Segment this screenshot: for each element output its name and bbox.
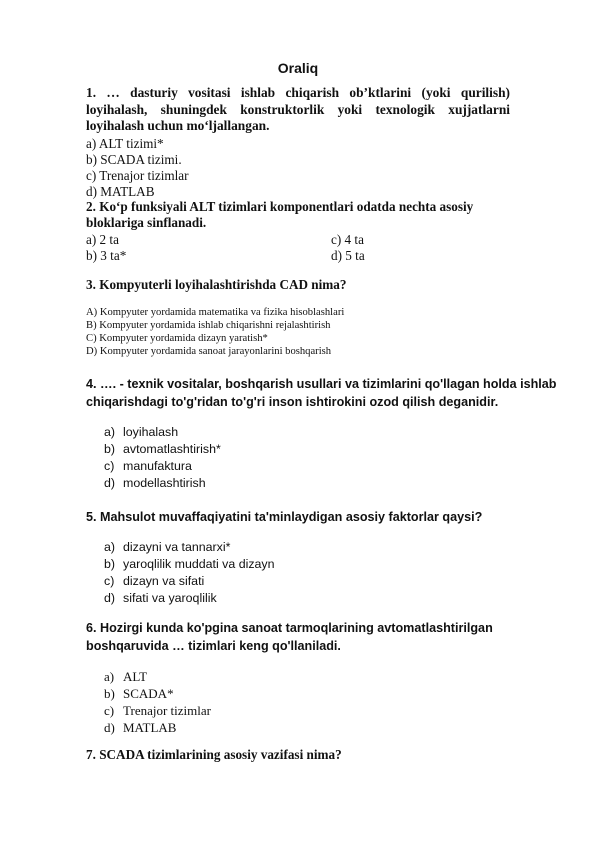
question-6-option-b: b) SCADA* [104, 686, 174, 701]
question-6-option-c: c) Trenajor tizimlar [104, 703, 211, 718]
question-3-option-a: A) Kompyuter yordamida matematika va fizika hisoblashlari [86, 307, 345, 318]
question-4-option-d: d) modellashtirish [104, 476, 206, 490]
question-2-option-c: c) 4 ta [331, 232, 364, 247]
question-3-option-c: C) Kompyuter yordamida dizayn yaratish* [86, 333, 268, 344]
question-4-text-line-1: 4. …. - texnik vositalar, boshqarish usullari va tizimlarini qo'llagan holda ishlab [86, 377, 557, 391]
question-5-option-a: a) dizayni va tannarxi* [104, 540, 231, 554]
question-4-option-a: a) loyihalash [104, 425, 179, 439]
question-3-text: 3. Kompyuterli loyihalashtirishda CAD nima? [86, 277, 347, 292]
question-4-option-b: b) avtomatlashtirish* [104, 442, 221, 456]
question-2-option-d: d) 5 ta [331, 248, 365, 263]
question-2-option-a: a) 2 ta [86, 232, 119, 247]
question-6-option-a: a) ALT [104, 669, 148, 684]
question-5-text: 5. Mahsulot muvaffaqiyatini ta'minlaydigan asosiy faktorlar qaysi? [86, 510, 483, 524]
question-7-text: 7. SCADA tizimlarining asosiy vazifasi nima? [86, 747, 342, 762]
question-2-option-b: b) 3 ta* [86, 248, 127, 263]
question-4-option-c: c) manufaktura [104, 459, 192, 473]
question-1-option-c: c) Trenajor tizimlar [86, 168, 189, 183]
question-1-option-d: d) MATLAB [86, 184, 155, 199]
question-2-text-line-2: bloklariga sinflanadi. [86, 215, 207, 230]
question-1-option-b: b) SCADA tizimi. [86, 152, 182, 167]
question-6-text-line-2: boshqaruvida … tizimlari keng qo'llaniladi. [86, 639, 341, 653]
question-6-text-line-1: 6. Hozirgi kunda ko'pgina sanoat tarmoqlarining avtomatlashtirilgan [86, 621, 493, 635]
question-3-option-b: B) Kompyuter yordamida ishlab chiqarishni rejalashtirish [86, 320, 331, 331]
question-3-option-d: D) Kompyuter yordamida sanoat jarayonlarini boshqarish [86, 346, 332, 357]
question-4-text-line-2: chiqarishdagi to'g'ridan to'g'ri inson ishtirokini ozod qilish deganidir. [86, 395, 499, 409]
question-6-option-d: d) MATLAB [104, 720, 177, 735]
question-5-option-b: b) yaroqlilik muddati va dizayn [104, 557, 275, 571]
question-5-option-c: c) dizayn va sifati [104, 574, 205, 588]
question-1-option-a: a) ALT tizimi* [86, 136, 164, 151]
question-5-option-d: d) sifati va yaroqlilik [104, 591, 217, 605]
page-title: Oraliq [277, 60, 319, 76]
question-2-text-line-1: 2. Ko‘p funksiyali ALT tizimlari komponentlari odatda nechta asosiy [86, 199, 474, 214]
question-1-text: 1. … dasturiy vositasi ishlab chiqarish ob’ktlarini (yoki qurilish) loyihalash, shuningdek konstruktorlik yoki texnologik xujjatlarni loyihalash uchun mo‘ljallangan. [86, 85, 510, 133]
